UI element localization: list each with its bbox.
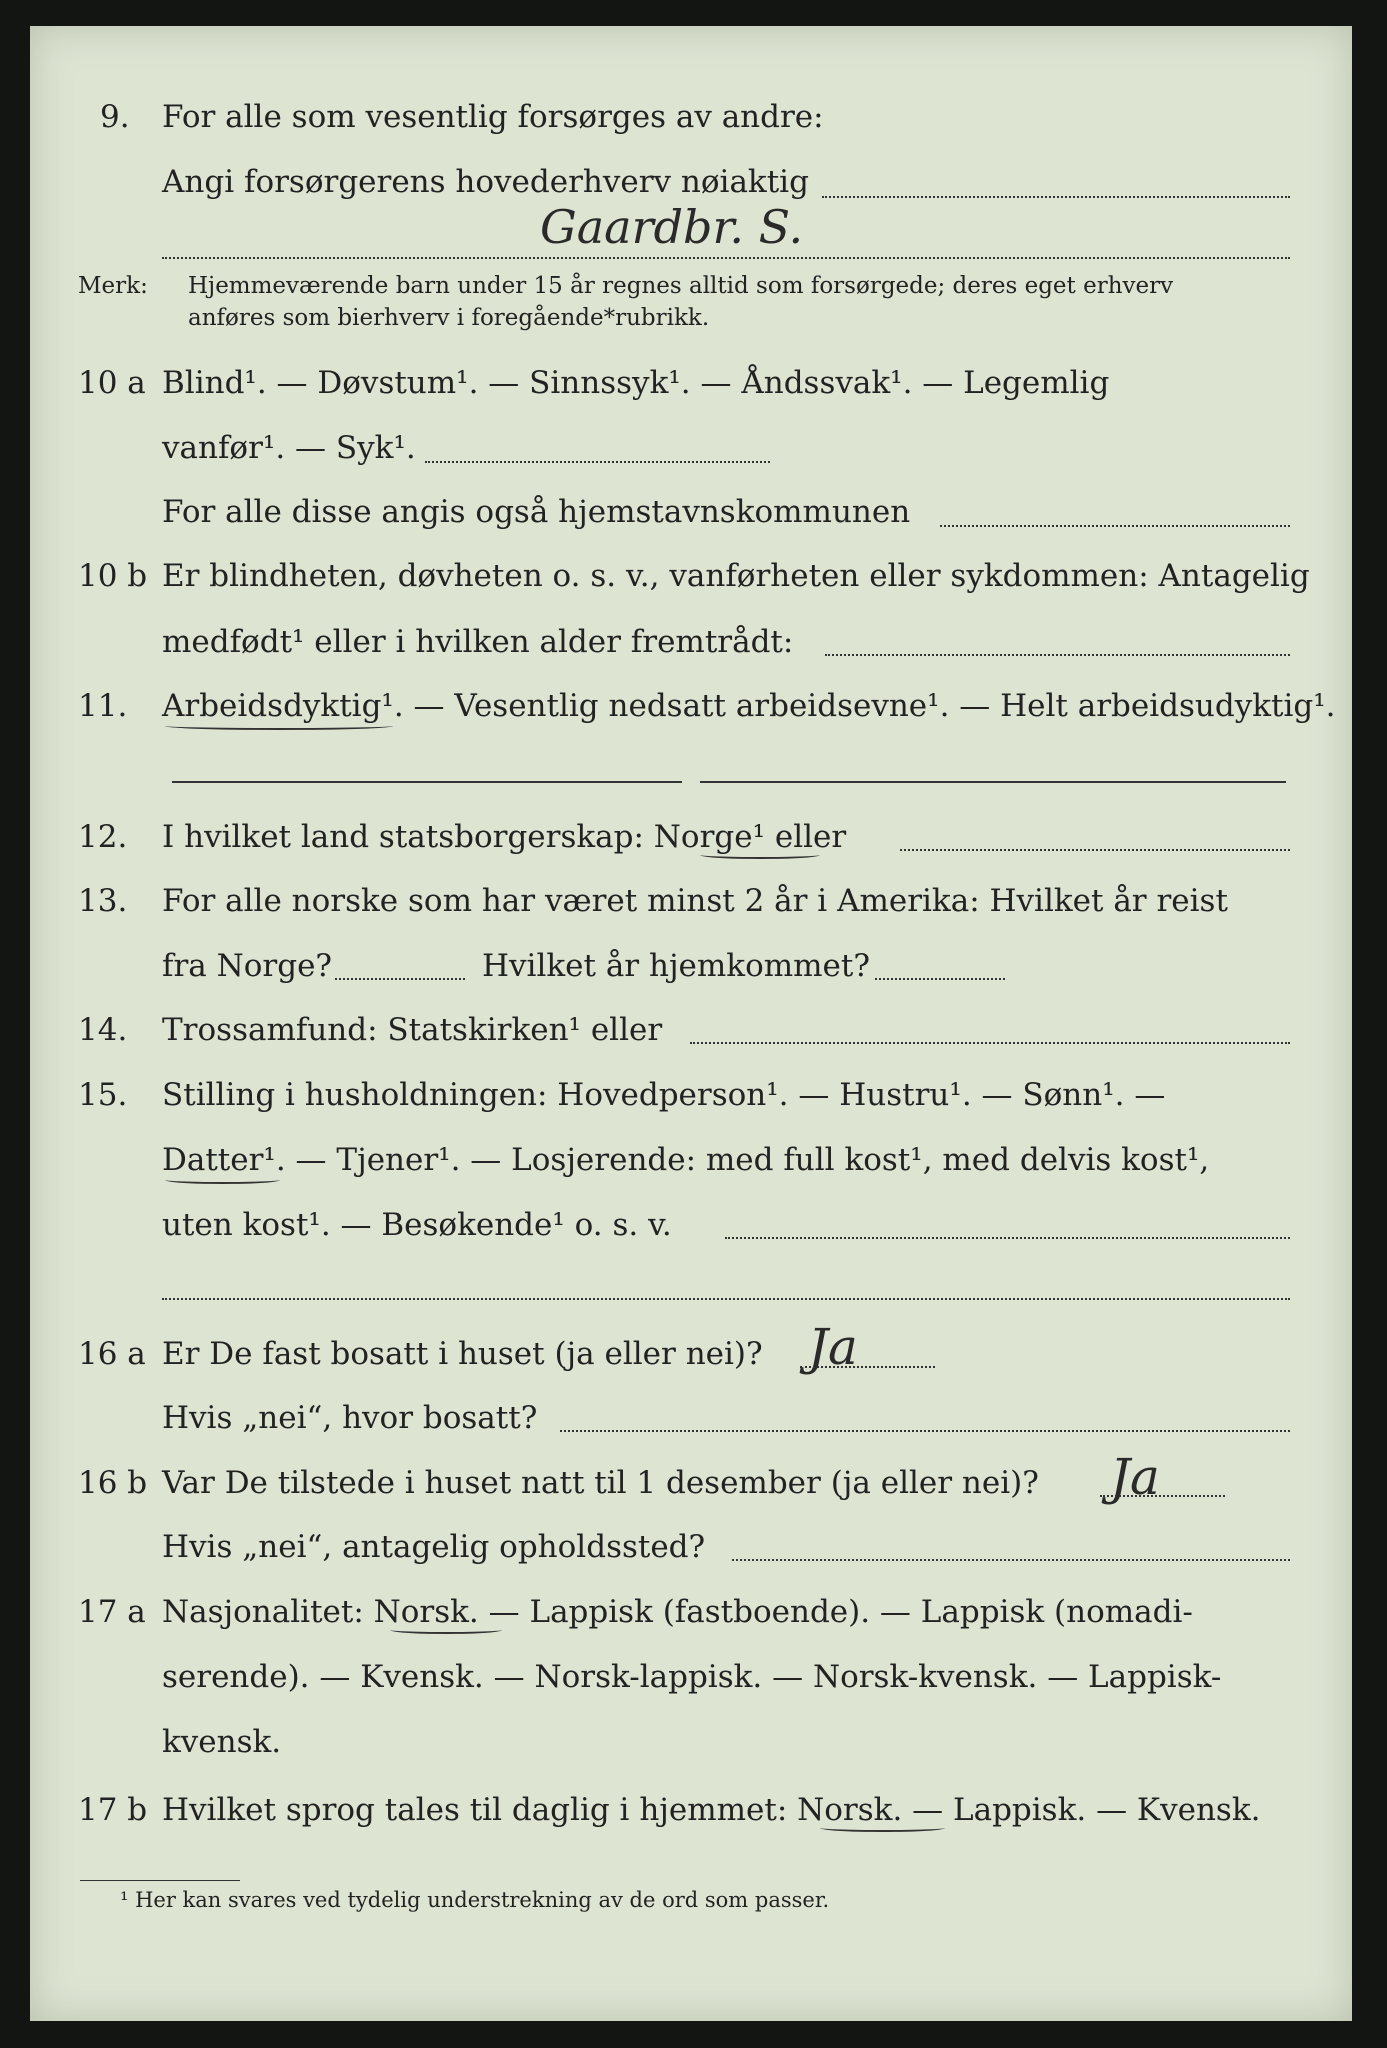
q16b-handwritten-answer: Ja bbox=[1110, 1448, 1160, 1506]
q17b-underline-norsk bbox=[820, 1824, 945, 1832]
q16b-line1: Var De tilstede i huset natt til 1 desember (ja eller nei)? bbox=[162, 1465, 1039, 1501]
q14-line1: Trossamfund: Statskirken¹ eller bbox=[162, 1012, 663, 1048]
merk-label: Merk: bbox=[78, 273, 148, 299]
q13-line2a: fra Norge? bbox=[162, 948, 333, 984]
q15-number: 15. bbox=[78, 1077, 128, 1113]
q12-number: 12. bbox=[78, 819, 128, 855]
q14-number: 14. bbox=[78, 1012, 128, 1048]
q13-year-return-line bbox=[875, 978, 1005, 980]
q10b-number: 10 b bbox=[78, 558, 148, 594]
q17b-number: 17 b bbox=[78, 1792, 148, 1828]
q17b-line1: Hvilket sprog tales til daglig i hjemmet: Norsk. — Lappisk. — Kvensk. bbox=[162, 1792, 1261, 1828]
q15-line2: Datter¹. — Tjener¹. — Losjerende: med full kost¹, med delvis kost¹, bbox=[162, 1142, 1210, 1178]
q13-number: 13. bbox=[78, 883, 128, 919]
q10b-line2: medfødt¹ eller i hvilken alder fremtrådt: bbox=[162, 624, 794, 660]
q13-year-left-line bbox=[335, 978, 465, 980]
q9-answer-line bbox=[822, 196, 1290, 198]
q9-number: 9. bbox=[100, 99, 130, 135]
q9-answer-line-2 bbox=[162, 257, 1290, 259]
q16a-answer-line bbox=[800, 1366, 935, 1368]
footnote-rule bbox=[80, 1880, 240, 1881]
q16b-number: 16 b bbox=[78, 1465, 148, 1501]
q11-underline-arbeidsdyktig bbox=[165, 722, 393, 730]
q12-line1: I hvilket land statsborgerskap: Norge¹ eller bbox=[162, 819, 847, 855]
q11-rule-right bbox=[700, 781, 1286, 783]
q16a-residence-line bbox=[560, 1430, 1290, 1432]
q15-line3: uten kost¹. — Besøkende¹ o. s. v. bbox=[162, 1207, 672, 1243]
q11-rule-left bbox=[172, 781, 682, 783]
merk-line2: anføres som bierhverv i foregående*rubrikk. bbox=[188, 305, 710, 331]
q10a-line1: Blind¹. — Døvstum¹. — Sinnssyk¹. — Åndssvak¹. — Legemlig bbox=[162, 365, 1110, 401]
q17a-number: 17 a bbox=[78, 1594, 146, 1630]
q11-number: 11. bbox=[78, 688, 128, 724]
merk-line1: Hjemmeværende barn under 15 år regnes alltid som forsørgede; deres eget erhverv bbox=[188, 273, 1174, 299]
q16b-whereabouts-line bbox=[732, 1559, 1290, 1561]
q10b-line1: Er blindheten, døvheten o. s. v., vanførheten eller sykdommen: Antagelig bbox=[162, 558, 1310, 594]
q10a-line3: For alle disse angis også hjemstavnskommunen bbox=[162, 494, 911, 530]
q9-handwritten-answer: Gaardbr. S. bbox=[540, 200, 804, 254]
q10a-line2: vanfør¹. — Syk¹. bbox=[162, 430, 416, 466]
q10a-answer-line bbox=[425, 461, 770, 463]
q17a-line1: Nasjonalitet: Norsk. — Lappisk (fastboende). — Lappisk (nomadi- bbox=[162, 1594, 1193, 1630]
q10a-hometown-line bbox=[940, 525, 1290, 527]
q15-answer-line bbox=[725, 1237, 1290, 1239]
q9-line1: For alle som vesentlig forsørges av andre: bbox=[162, 99, 824, 135]
q16a-handwritten-answer: Ja bbox=[808, 1318, 858, 1376]
q17a-line3: kvensk. bbox=[162, 1724, 282, 1760]
q16b-answer-line bbox=[1100, 1495, 1225, 1497]
q16a-line1: Er De fast bosatt i huset (ja eller nei)? bbox=[162, 1336, 763, 1372]
q13-line2b: Hvilket år hjemkommet? bbox=[482, 948, 870, 984]
q14-answer-line bbox=[690, 1042, 1290, 1044]
q13-line1: For alle norske som har været minst 2 år i Amerika: Hvilket år reist bbox=[162, 883, 1228, 919]
q12-answer-line bbox=[900, 849, 1290, 851]
q12-underline-norge bbox=[700, 851, 820, 859]
q11-line1: Arbeidsdyktig¹. — Vesentlig nedsatt arbeidsevne¹. — Helt arbeidsudyktig¹. bbox=[162, 688, 1336, 724]
q17a-underline-norsk bbox=[390, 1626, 502, 1634]
q10b-answer-line bbox=[825, 654, 1290, 656]
q17a-line2: serende). — Kvensk. — Norsk-lappisk. — Norsk-kvensk. — Lappisk- bbox=[162, 1659, 1222, 1695]
q15-line1: Stilling i husholdningen: Hovedperson¹. — Hustru¹. — Sønn¹. — bbox=[162, 1077, 1166, 1113]
q16a-number: 16 a bbox=[78, 1336, 146, 1372]
footnote: ¹ Her kan svares ved tydelig understrekning av de ord som passer. bbox=[120, 1888, 830, 1912]
q15-underline-datter bbox=[165, 1176, 280, 1184]
q15-answer-line-2 bbox=[162, 1298, 1290, 1300]
q9-line2: Angi forsørgerens hovederhverv nøiaktig bbox=[162, 164, 809, 200]
q16a-line2: Hvis „nei“, hvor bosatt? bbox=[162, 1400, 538, 1436]
q16b-line2: Hvis „nei“, antagelig opholdssted? bbox=[162, 1529, 706, 1565]
q10a-number: 10 a bbox=[78, 365, 146, 401]
